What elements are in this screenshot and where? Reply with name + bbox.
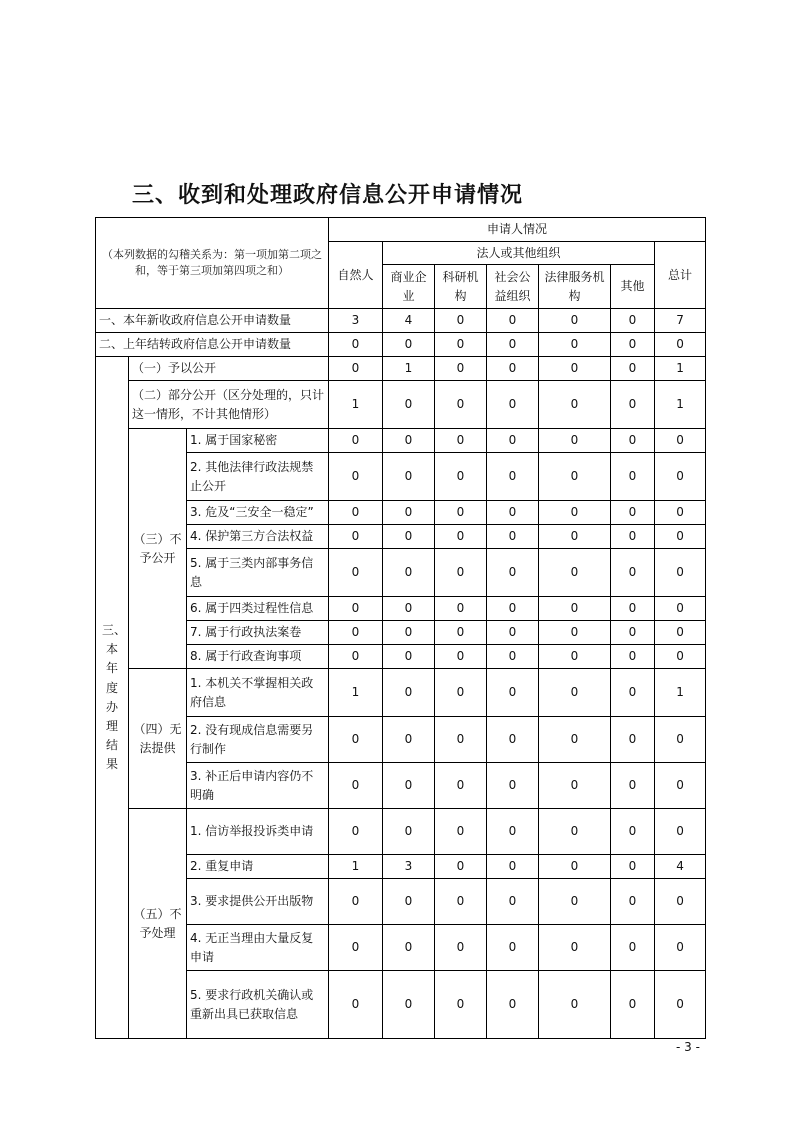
- row-label: 5. 要求行政机关确认或重新出具已获取信息: [187, 971, 329, 1039]
- cell-natural: 0: [329, 763, 383, 809]
- row-label: 2. 重复申请: [187, 855, 329, 879]
- cell-commercial: 0: [383, 501, 435, 525]
- other-header: 其他: [611, 265, 655, 309]
- table-row: [96, 669, 706, 717]
- cell-research: 0: [435, 429, 487, 453]
- cell-commercial: 0: [383, 717, 435, 763]
- cell-other: 0: [611, 879, 655, 925]
- cell-commercial: 3: [383, 855, 435, 879]
- row-label: 3. 要求提供公开出版物: [187, 879, 329, 925]
- table-row: [96, 429, 706, 453]
- cell-legal-service: 0: [539, 309, 611, 333]
- cell-natural: 0: [329, 333, 383, 357]
- cell-social: 0: [487, 597, 539, 621]
- legal-entity-header: 法人或其他组织: [383, 241, 655, 265]
- cell-commercial: 0: [383, 879, 435, 925]
- cell-other: 0: [611, 381, 655, 429]
- row-label: 3. 补正后申请内容仍不明确: [187, 763, 329, 809]
- header-row-1: [96, 218, 706, 242]
- cell-legal-service: 0: [539, 357, 611, 381]
- commercial-header: 商业企业: [383, 265, 435, 309]
- table-row: [96, 855, 706, 879]
- cell-total: 0: [655, 549, 706, 597]
- cell-natural: 0: [329, 501, 383, 525]
- cell-legal-service: 0: [539, 453, 611, 501]
- row-label: 二、上年结转政府信息公开申请数量: [96, 333, 329, 357]
- cell-natural: 0: [329, 453, 383, 501]
- cell-total: 0: [655, 525, 706, 549]
- cell-total: 1: [655, 357, 706, 381]
- cell-legal-service: 0: [539, 549, 611, 597]
- cell-legal-service: 0: [539, 597, 611, 621]
- cell-commercial: 1: [383, 357, 435, 381]
- row-label: 4. 保护第三方合法权益: [187, 525, 329, 549]
- page-title: 三、收到和处理政府信息公开申请情况: [132, 183, 524, 208]
- row-label: 2. 其他法律行政法规禁止公开: [187, 453, 329, 501]
- cell-natural: 0: [329, 717, 383, 763]
- cell-total: 1: [655, 669, 706, 717]
- cell-other: 0: [611, 809, 655, 855]
- cell-research: 0: [435, 501, 487, 525]
- cell-research: 0: [435, 925, 487, 971]
- cell-total: 4: [655, 855, 706, 879]
- cell-natural: 0: [329, 549, 383, 597]
- disclosure-request-table: [95, 217, 706, 1039]
- cell-total: 0: [655, 621, 706, 645]
- cell-commercial: 0: [383, 621, 435, 645]
- cell-other: 0: [611, 763, 655, 809]
- cell-legal-service: 0: [539, 971, 611, 1039]
- table-row: [96, 597, 706, 621]
- cell-research: 0: [435, 381, 487, 429]
- cell-commercial: 0: [383, 809, 435, 855]
- cell-total: 0: [655, 809, 706, 855]
- row-label: 2. 没有现成信息需要另行制作: [187, 717, 329, 763]
- table-row: [96, 549, 706, 597]
- cell-commercial: 0: [383, 645, 435, 669]
- cell-research: 0: [435, 597, 487, 621]
- row-label: 7. 属于行政执法案卷: [187, 621, 329, 645]
- cell-research: 0: [435, 809, 487, 855]
- cell-natural: 1: [329, 669, 383, 717]
- social-header: 社会公益组织: [487, 265, 539, 309]
- cell-research: 0: [435, 333, 487, 357]
- cell-social: 0: [487, 809, 539, 855]
- cell-total: 0: [655, 429, 706, 453]
- cell-total: 0: [655, 333, 706, 357]
- cell-commercial: 0: [383, 381, 435, 429]
- cell-total: 0: [655, 971, 706, 1039]
- cell-legal-service: 0: [539, 333, 611, 357]
- cell-other: 0: [611, 525, 655, 549]
- table-row: [96, 501, 706, 525]
- cell-commercial: 0: [383, 597, 435, 621]
- row-label: 1. 属于国家秘密: [187, 429, 329, 453]
- cell-social: 0: [487, 501, 539, 525]
- row-label: 5. 属于三类内部事务信息: [187, 549, 329, 597]
- cell-other: 0: [611, 501, 655, 525]
- cell-research: 0: [435, 763, 487, 809]
- cell-natural: 0: [329, 971, 383, 1039]
- cell-social: 0: [487, 429, 539, 453]
- page-number: - 3 -: [676, 1040, 700, 1054]
- cell-total: 0: [655, 717, 706, 763]
- table-row: [96, 357, 706, 381]
- cell-research: 0: [435, 621, 487, 645]
- cell-social: 0: [487, 645, 539, 669]
- cell-legal-service: 0: [539, 669, 611, 717]
- cell-commercial: 0: [383, 429, 435, 453]
- cell-research: 0: [435, 453, 487, 501]
- cell-legal-service: 0: [539, 429, 611, 453]
- natural-person-header: 自然人: [329, 241, 383, 309]
- cell-total: 0: [655, 453, 706, 501]
- table-row: [96, 621, 706, 645]
- cell-natural: 0: [329, 525, 383, 549]
- cell-other: 0: [611, 453, 655, 501]
- cell-other: 0: [611, 429, 655, 453]
- cell-social: 0: [487, 381, 539, 429]
- column-note: （本列数据的勾稽关系为：第一项加第二项之和，等于第三项加第四项之和）: [96, 218, 329, 309]
- cell-natural: 0: [329, 645, 383, 669]
- cell-total: 0: [655, 763, 706, 809]
- cell-commercial: 0: [383, 971, 435, 1039]
- cell-research: 0: [435, 525, 487, 549]
- cell-research: 0: [435, 549, 487, 597]
- cell-natural: 3: [329, 309, 383, 333]
- cell-legal-service: 0: [539, 717, 611, 763]
- cell-social: 0: [487, 309, 539, 333]
- cell-natural: 0: [329, 357, 383, 381]
- cell-natural: 0: [329, 621, 383, 645]
- row-label: （一）予以公开: [129, 357, 329, 381]
- cell-other: 0: [611, 309, 655, 333]
- section3-label: 三、本年度办理结果: [96, 357, 129, 1039]
- cell-commercial: 0: [383, 763, 435, 809]
- cell-social: 0: [487, 925, 539, 971]
- cell-social: 0: [487, 717, 539, 763]
- cell-social: 0: [487, 879, 539, 925]
- cell-natural: 0: [329, 429, 383, 453]
- cell-legal-service: 0: [539, 645, 611, 669]
- cell-research: 0: [435, 357, 487, 381]
- row-label: （二）部分公开（区分处理的，只计这一情形，不计其他情形）: [129, 381, 329, 429]
- group-not-disclosed-label: （三）不予公开: [129, 429, 187, 669]
- total-header: 总计: [655, 241, 706, 309]
- cell-other: 0: [611, 549, 655, 597]
- cell-total: 0: [655, 597, 706, 621]
- cell-commercial: 0: [383, 333, 435, 357]
- row-label: 1. 信访举报投诉类申请: [187, 809, 329, 855]
- cell-natural: 1: [329, 855, 383, 879]
- cell-other: 0: [611, 645, 655, 669]
- cell-commercial: 0: [383, 549, 435, 597]
- cell-other: 0: [611, 925, 655, 971]
- row-label: 4. 无正当理由大量反复申请: [187, 925, 329, 971]
- cell-research: 0: [435, 971, 487, 1039]
- cell-natural: 0: [329, 879, 383, 925]
- applicant-header: 申请人情况: [329, 218, 706, 242]
- cell-research: 0: [435, 309, 487, 333]
- cell-research: 0: [435, 717, 487, 763]
- row-label: 8. 属于行政查询事项: [187, 645, 329, 669]
- cell-legal-service: 0: [539, 621, 611, 645]
- cell-social: 0: [487, 357, 539, 381]
- table-row: [96, 453, 706, 501]
- cell-social: 0: [487, 855, 539, 879]
- cell-total: 0: [655, 501, 706, 525]
- cell-total: 7: [655, 309, 706, 333]
- cell-commercial: 0: [383, 925, 435, 971]
- row-label: 6. 属于四类过程性信息: [187, 597, 329, 621]
- cell-social: 0: [487, 453, 539, 501]
- cell-social: 0: [487, 549, 539, 597]
- table-row: [96, 925, 706, 971]
- table-row: [96, 971, 706, 1039]
- cell-commercial: 0: [383, 453, 435, 501]
- group-unavailable-label: （四）无法提供: [129, 669, 187, 809]
- table-row: [96, 381, 706, 429]
- cell-natural: 0: [329, 597, 383, 621]
- table-row: [96, 525, 706, 549]
- cell-natural: 0: [329, 809, 383, 855]
- cell-social: 0: [487, 669, 539, 717]
- row-label: 一、本年新收政府信息公开申请数量: [96, 309, 329, 333]
- cell-legal-service: 0: [539, 501, 611, 525]
- cell-legal-service: 0: [539, 855, 611, 879]
- cell-commercial: 0: [383, 669, 435, 717]
- table-row: [96, 309, 706, 333]
- cell-research: 0: [435, 645, 487, 669]
- cell-social: 0: [487, 971, 539, 1039]
- research-header: 科研机构: [435, 265, 487, 309]
- table-row: [96, 333, 706, 357]
- table-row: [96, 763, 706, 809]
- group-not-processed-label: （五）不予处理: [129, 809, 187, 1039]
- table-row: [96, 809, 706, 855]
- cell-natural: 1: [329, 381, 383, 429]
- cell-research: 0: [435, 855, 487, 879]
- row-label: 3. 危及“三安全一稳定”: [187, 501, 329, 525]
- cell-legal-service: 0: [539, 763, 611, 809]
- cell-research: 0: [435, 669, 487, 717]
- cell-legal-service: 0: [539, 879, 611, 925]
- cell-total: 1: [655, 381, 706, 429]
- cell-other: 0: [611, 621, 655, 645]
- row-label: 1. 本机关不掌握相关政府信息: [187, 669, 329, 717]
- cell-other: 0: [611, 669, 655, 717]
- cell-other: 0: [611, 971, 655, 1039]
- cell-social: 0: [487, 333, 539, 357]
- cell-social: 0: [487, 763, 539, 809]
- cell-natural: 0: [329, 925, 383, 971]
- cell-total: 0: [655, 645, 706, 669]
- cell-legal-service: 0: [539, 809, 611, 855]
- cell-other: 0: [611, 333, 655, 357]
- cell-other: 0: [611, 597, 655, 621]
- legal-service-header: 法律服务机构: [539, 265, 611, 309]
- cell-total: 0: [655, 879, 706, 925]
- cell-commercial: 0: [383, 525, 435, 549]
- cell-research: 0: [435, 879, 487, 925]
- cell-social: 0: [487, 525, 539, 549]
- cell-social: 0: [487, 621, 539, 645]
- cell-legal-service: 0: [539, 525, 611, 549]
- cell-other: 0: [611, 357, 655, 381]
- table-row: [96, 879, 706, 925]
- cell-legal-service: 0: [539, 925, 611, 971]
- cell-other: 0: [611, 855, 655, 879]
- cell-other: 0: [611, 717, 655, 763]
- cell-total: 0: [655, 925, 706, 971]
- table-row: [96, 645, 706, 669]
- cell-legal-service: 0: [539, 381, 611, 429]
- cell-commercial: 4: [383, 309, 435, 333]
- table-row: [96, 717, 706, 763]
